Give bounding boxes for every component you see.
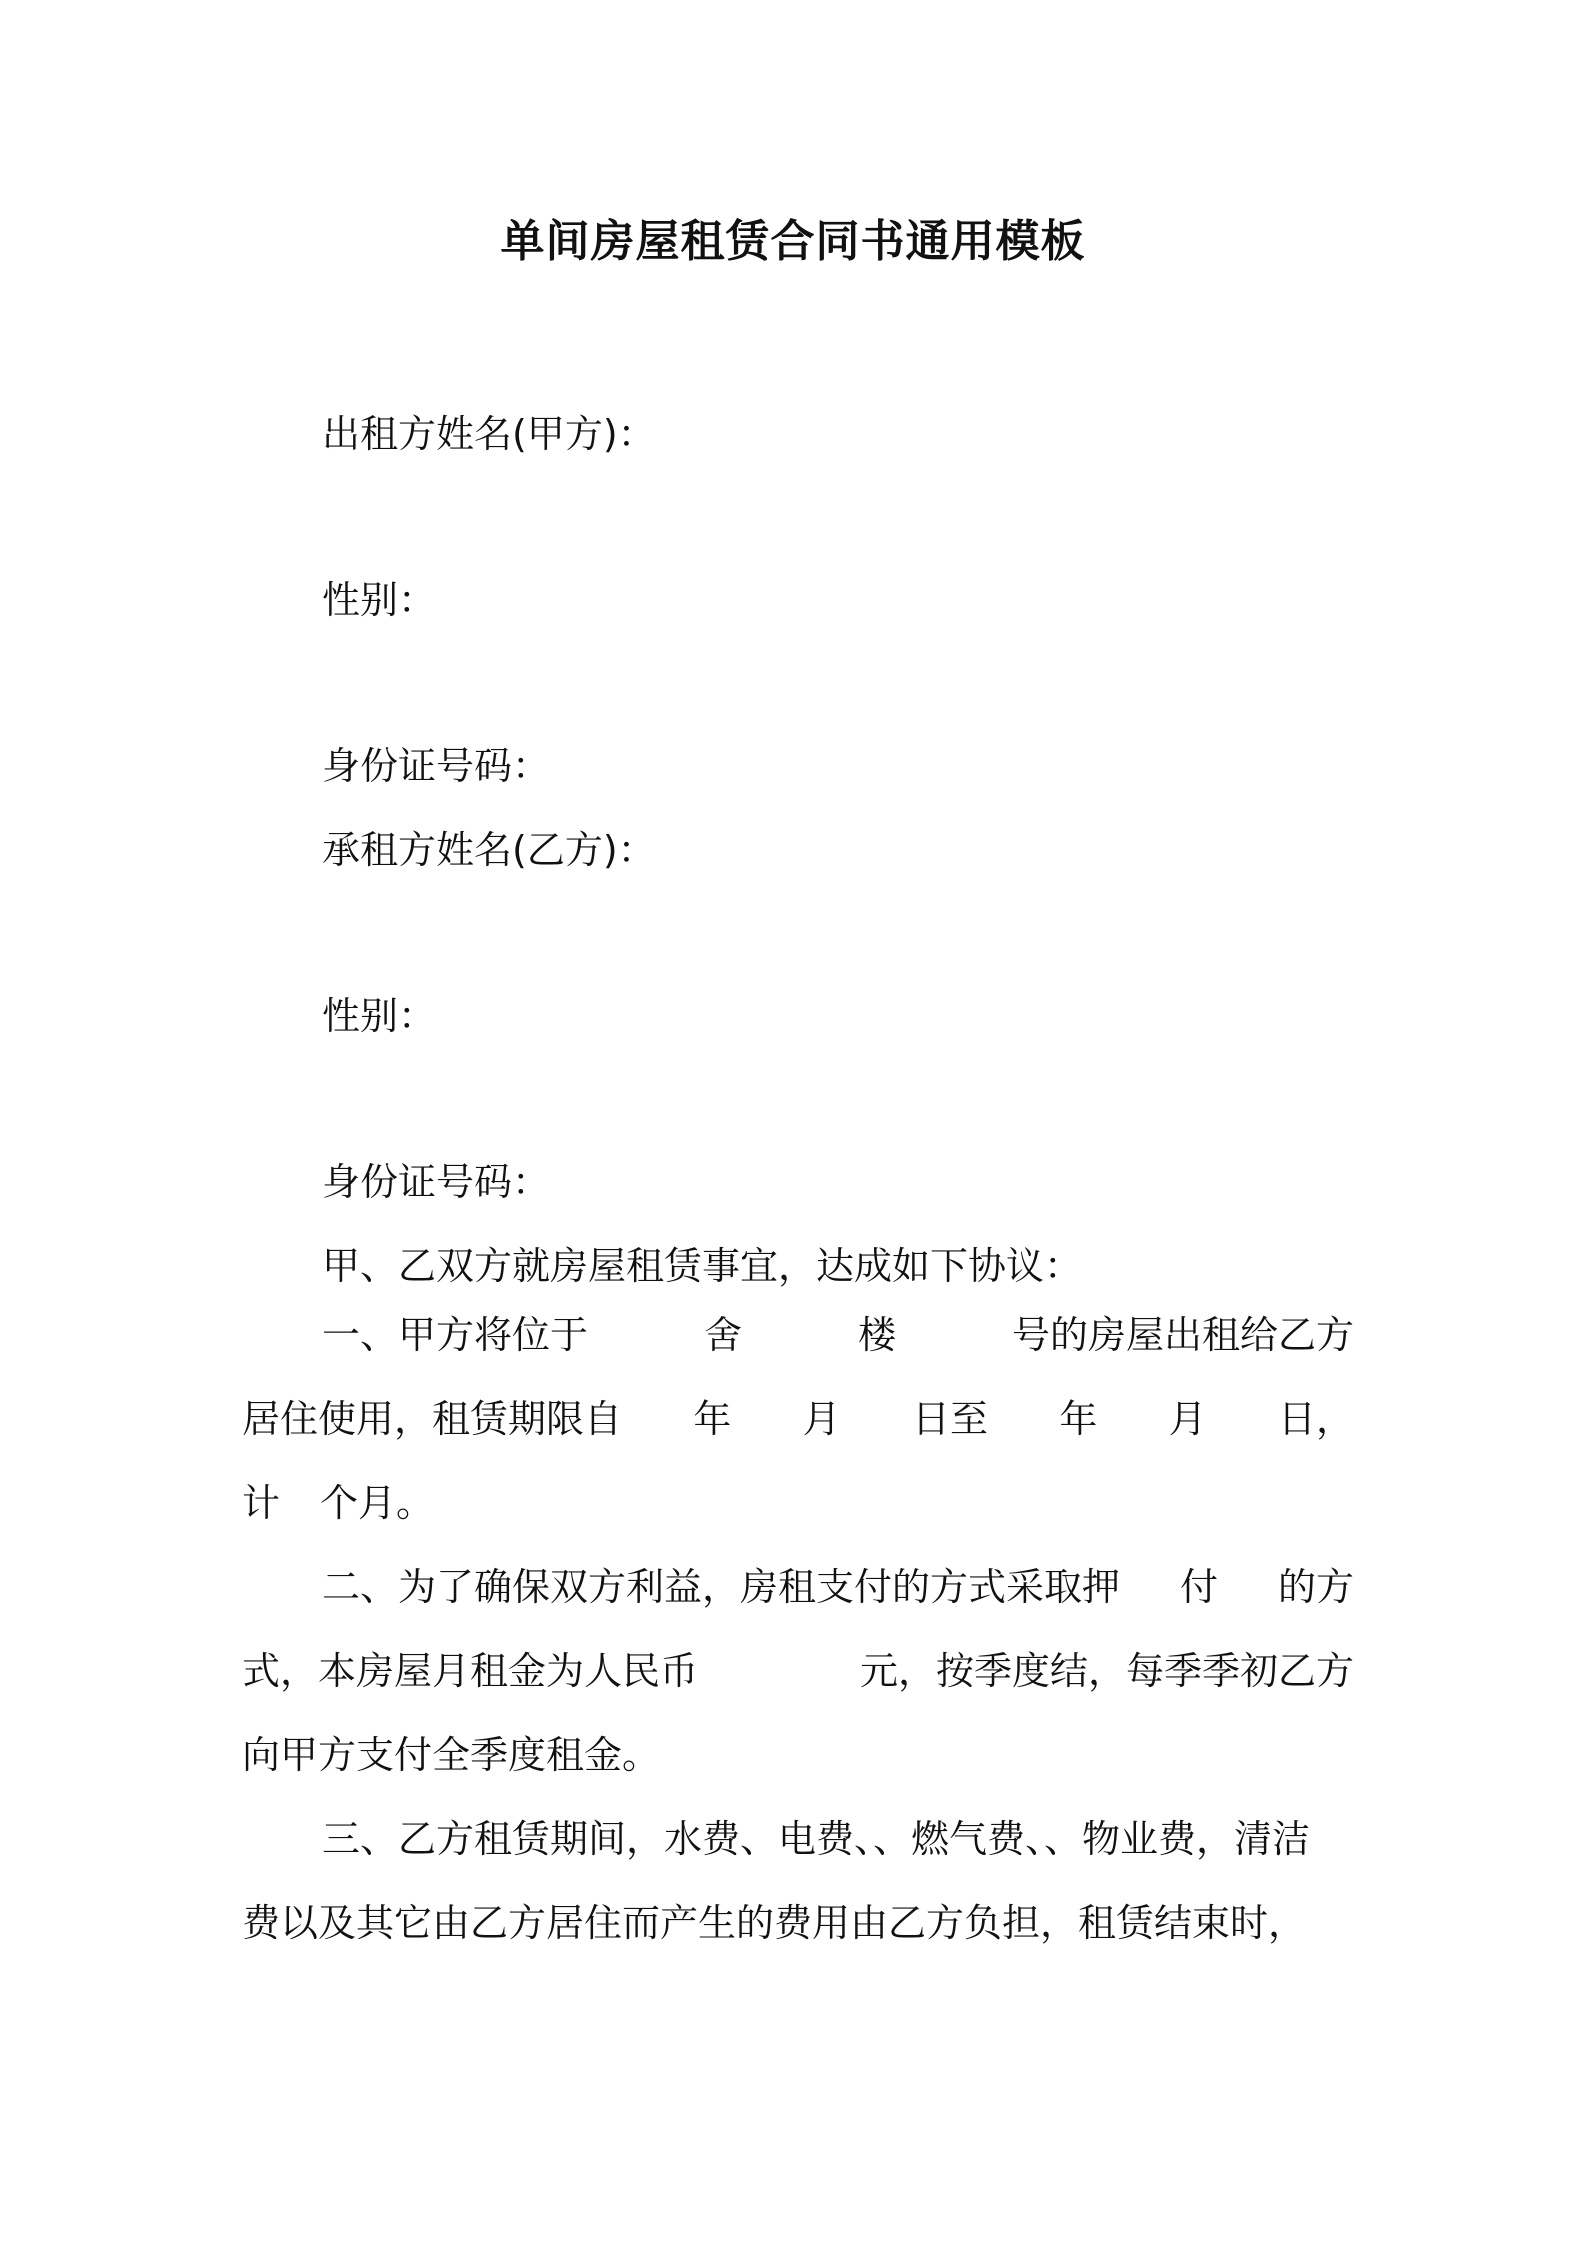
clause-text: 的方 xyxy=(1277,1565,1354,1609)
lessor-name-field: 出租方姓名(甲方)： xyxy=(322,412,656,456)
clause-1 xyxy=(242,1293,1354,1545)
clause-text: 年 xyxy=(693,1397,732,1441)
clause-text: 付 xyxy=(1179,1565,1218,1609)
clause-1-line-1 xyxy=(242,1293,1354,1377)
clause-1-line-2 xyxy=(242,1377,1354,1461)
lessor-gender-field: 性别： xyxy=(322,578,437,622)
lessor-id-field: 身份证号码： xyxy=(322,744,551,788)
clause-1-line-3 xyxy=(242,1461,1354,1545)
lessee-id-field: 身份证号码： xyxy=(322,1160,551,1204)
lessee-name-field: 承租方姓名(乙方)： xyxy=(322,828,656,872)
clause-text: 月 xyxy=(802,1397,841,1441)
clause-text: 费以及其它由乙方居住而产生的费用由乙方负担，租赁结束时， xyxy=(242,1901,1307,1945)
clause-text: 日至 xyxy=(911,1397,988,1441)
document-title: 单间房屋租赁合同书通用模板 xyxy=(500,216,1086,267)
clause-text: 三、乙方租赁期间，水费、电费、、燃气费、、物业费，清洁 xyxy=(322,1817,1311,1861)
clause-text: 式，本房屋月租金为人民币 xyxy=(242,1649,699,1693)
clause-2-line-3 xyxy=(242,1713,1354,1797)
clause-text: 居住使用，租赁期限自 xyxy=(242,1397,623,1441)
clause-text: 年 xyxy=(1059,1397,1098,1441)
clause-text: 向甲方支付全季度租金。 xyxy=(242,1733,661,1777)
agreement-intro: 甲、乙双方就房屋租赁事宜，达成如下协议： xyxy=(322,1244,1083,1288)
clause-text: 舍 xyxy=(703,1313,742,1357)
clause-text: 日， xyxy=(1277,1397,1354,1441)
clause-2-line-2 xyxy=(242,1629,1354,1713)
clause-3 xyxy=(242,1797,1354,1965)
clause-2 xyxy=(242,1545,1354,1797)
clause-text: 二、为了确保双方利益，房租支付的方式采取押 xyxy=(322,1565,1121,1609)
blank-space xyxy=(280,1461,320,1545)
clause-3-line-2 xyxy=(242,1881,1354,1965)
clause-2-line-1 xyxy=(242,1545,1354,1629)
clause-text: 个月。 xyxy=(320,1481,435,1525)
clause-text: 元，按季度结，每季季初乙方 xyxy=(859,1649,1354,1693)
clause-3-line-1 xyxy=(242,1797,1354,1881)
clause-text: 一、甲方将位于 xyxy=(322,1313,589,1357)
clause-text: 楼 xyxy=(857,1313,896,1357)
clause-text: 号的房屋出租给乙方 xyxy=(1011,1313,1354,1357)
clause-text: 计 xyxy=(242,1481,281,1525)
clause-text: 月 xyxy=(1168,1397,1207,1441)
lessee-gender-field: 性别： xyxy=(322,994,437,1038)
